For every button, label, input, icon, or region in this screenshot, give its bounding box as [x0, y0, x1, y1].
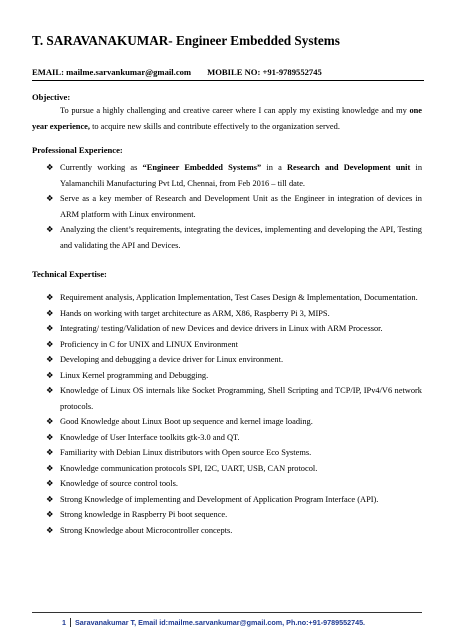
diamond-bullet-icon: ❖ [46, 524, 54, 535]
diamond-bullet-icon: ❖ [46, 462, 54, 473]
page-footer [62, 618, 365, 627]
page-title: T. SARAVANAKUMAR- Engineer Embedded Systems [32, 33, 340, 48]
list-item: ❖ Knowledge of Linux OS internals like Socket Programming, Shell Scripting and TCP/IP, IPv4/V6 network protocols. [46, 385, 422, 411]
list-item: ❖ Integrating/ testing/Validation of new Devices and device drivers in Linux with ARM Processor. [32, 321, 422, 337]
page-number: 1 [62, 618, 66, 627]
list-item: ❖ Knowledge of source control tools. [32, 476, 422, 492]
experience-list [32, 160, 422, 253]
diamond-bullet-icon: ❖ [46, 354, 54, 364]
experience-heading: Professional Experience: [32, 145, 123, 155]
list-item: ❖ Hands on working with target architecture as ARM, X86, Raspberry Pi 3, MIPS. [32, 306, 422, 322]
objective-text-bold: one year experience, [32, 106, 422, 131]
objective-text-part2: to acquire new skills and contribute effectively to the organization served. [89, 121, 340, 131]
contact-line [32, 67, 322, 77]
list-item: ❖ Familiarity with Debian Linux distributors with Open source Eco Systems. [32, 445, 422, 461]
list-item: ❖ Analyzing the client’s requirements, integrating the devices, implementing and developing the API, Testing and validating the API and Devices. [46, 224, 422, 250]
expertise-list [32, 290, 422, 538]
list-item: ❖ Currently working as “Engineer Embedded Systems” in a Research and Development unit in Yalamanchili Manufacturing Pvt Ltd, Chennai, from Feb 2016 – till date. [46, 162, 423, 188]
diamond-bullet-icon: ❖ [46, 431, 54, 442]
diamond-bullet-icon: ❖ [46, 193, 54, 203]
diamond-bullet-icon: ❖ [46, 323, 54, 333]
list-item: ❖ Knowledge of User Interface toolkits gtk-3.0 and QT. [32, 430, 422, 446]
list-item: ❖ Good Knowledge about Linux Boot up sequence and kernel image loading. [32, 414, 422, 430]
objective-heading: Objective: [32, 92, 71, 102]
list-item: ❖ Strong knowledge in Raspberry Pi boot sequence. [32, 507, 422, 523]
header-divider [32, 80, 424, 81]
expertise-heading: Technical Expertise: [32, 269, 107, 279]
diamond-bullet-icon: ❖ [46, 338, 54, 349]
diamond-bullet-icon: ❖ [46, 307, 54, 318]
list-item: ❖ Proficiency in C for UNIX and LINUX Environment [32, 337, 422, 353]
diamond-bullet-icon: ❖ [46, 493, 54, 504]
diamond-bullet-icon: ❖ [46, 162, 54, 172]
diamond-bullet-icon: ❖ [46, 369, 54, 380]
diamond-bullet-icon: ❖ [46, 416, 54, 426]
list-item: ❖ Linux Kernel programming and Debugging. [32, 368, 422, 384]
diamond-bullet-icon: ❖ [46, 447, 54, 457]
diamond-bullet-icon: ❖ [46, 224, 54, 234]
mobile-label: MOBILE NO: +91-9789552745 [207, 67, 322, 77]
footer-divider [32, 612, 422, 613]
list-item: ❖ Knowledge communication protocols SPI, I2C, UART, USB, CAN protocol. [32, 461, 422, 477]
objective-text [32, 103, 422, 134]
list-item: ❖ Developing and debugging a device driver for Linux environment. [32, 352, 422, 368]
footer-text: Saravanakumar T, Email id:mailme.sarvankumar@gmail.com, Ph.no:+91-9789552745. [75, 618, 366, 627]
diamond-bullet-icon: ❖ [46, 292, 54, 302]
list-item: ❖ Strong Knowledge about Microcontroller concepts. [32, 523, 422, 539]
list-item: ❖ Strong Knowledge of implementing and Development of Application Program Interface (API). [32, 492, 422, 508]
diamond-bullet-icon: ❖ [46, 478, 54, 488]
diamond-bullet-icon: ❖ [46, 509, 54, 519]
diamond-bullet-icon: ❖ [46, 385, 54, 395]
list-item: ❖ Requirement analysis, Application Implementation, Test Cases Design & Implementation, Documentation. [32, 290, 422, 306]
email-label: EMAIL: mailme.sarvankumar@gmail.com [32, 67, 192, 77]
footer-separator [70, 618, 71, 627]
list-item: ❖ Serve as a key member of Research and Development Unit as the Engineer in integration of devices in ARM platform with Linux environment. [46, 193, 422, 219]
objective-text-part1: To pursue a highly challenging and creative career where I can apply my existing knowledge and my [60, 106, 410, 115]
